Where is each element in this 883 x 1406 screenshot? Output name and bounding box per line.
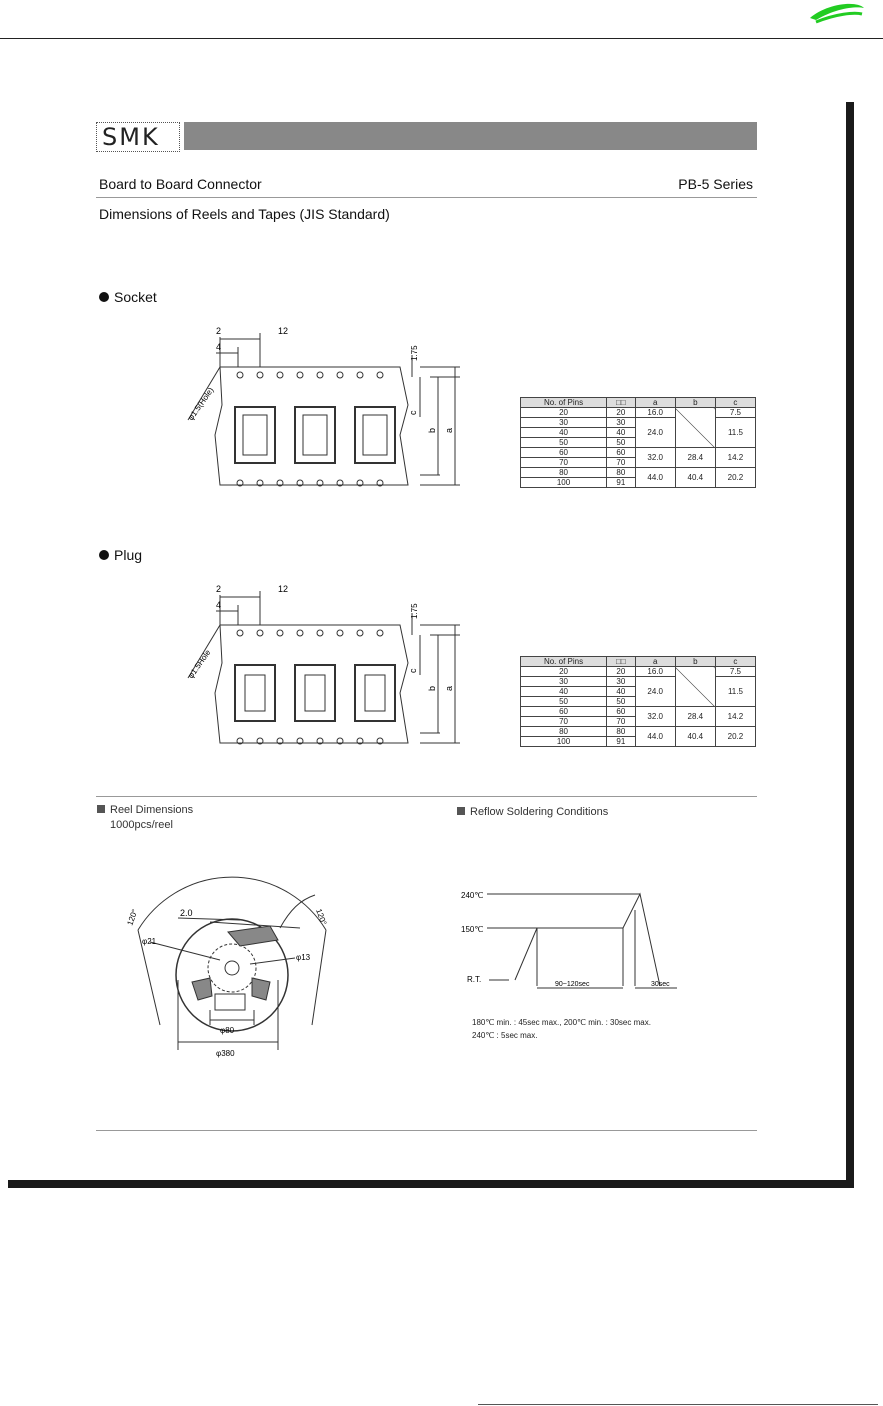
reel-section-title: Reel Dimensions — [97, 804, 193, 816]
table-row: 100 91 — [521, 478, 756, 488]
dim-hole: φ1.5(Hole) — [186, 385, 216, 423]
square-bullet-icon — [97, 805, 105, 813]
dim-12: 12 — [278, 326, 289, 336]
dim-hole: φ1.5Hole — [186, 648, 213, 681]
doc-title: Board to Board Connector — [99, 176, 262, 192]
table-row: 30 30 24.0 11.5 — [521, 677, 756, 687]
socket-dimension-table — [520, 397, 756, 488]
col-header: b — [675, 398, 715, 408]
col-header: a — [635, 398, 675, 408]
table-row: 80 80 44.0 40.4 20.2 — [521, 468, 756, 478]
smk-logo: SMK — [96, 122, 180, 152]
reel-qty: 1000pcs/reel — [110, 819, 173, 831]
header-bar — [184, 122, 757, 150]
top-rule — [0, 38, 883, 39]
footer-rule — [96, 1130, 757, 1131]
reflow-section-title: Reflow Soldering Conditions — [457, 806, 608, 818]
dim-phi380: φ380 — [216, 1049, 235, 1058]
title-rule — [96, 197, 757, 198]
dim-4: 4 — [216, 342, 222, 352]
table-row: 60 60 32.0 28.4 14.2 — [521, 707, 756, 717]
preheat-duration: 90~120sec — [555, 981, 590, 988]
dim-2-0: 2.0 — [180, 908, 193, 918]
page-bottom-rule — [478, 1404, 878, 1405]
col-header: No. of Pins — [521, 398, 607, 408]
diagonal-cell — [675, 667, 715, 707]
socket-section-label: Socket — [99, 289, 157, 305]
table-row: 60 60 32.0 28.4 14.2 — [521, 448, 756, 458]
dim-phi21: φ21 — [142, 937, 157, 946]
angle-120-left: 120° — [125, 908, 140, 927]
table-row: 100 91 — [521, 737, 756, 747]
dim-phi13: φ13 — [296, 953, 311, 962]
diagonal-cell — [675, 408, 715, 448]
dim-phi80: φ80 — [220, 1026, 235, 1035]
col-header: □□ — [607, 398, 636, 408]
scan-edge-bottom — [8, 1180, 854, 1188]
col-header: c — [715, 398, 755, 408]
section-rule — [96, 796, 757, 797]
bullet-icon — [99, 292, 109, 302]
table-row: 30 30 24.0 11.5 — [521, 418, 756, 428]
table-row: 40 40 — [521, 687, 756, 697]
reel-drawing — [120, 860, 350, 1060]
plug-section-label: Plug — [99, 547, 142, 563]
table-row: 70 70 — [521, 458, 756, 468]
plug-tape-drawing — [180, 583, 470, 758]
dim-1-75: 1.75 — [410, 345, 419, 361]
square-bullet-icon — [457, 807, 465, 815]
temp-room: R.T. — [467, 975, 482, 984]
reflow-note-1: 180℃ min. : 45sec max., 200℃ min. : 30sec max. — [472, 1018, 651, 1027]
col-header: a — [635, 657, 675, 667]
angle-120-right: 120° — [314, 907, 329, 927]
dim-b: b — [427, 685, 437, 691]
brand-swoosh-icon — [806, 2, 868, 24]
reflow-note-2: 240℃ : 5sec max. — [472, 1031, 538, 1040]
plug-dimension-table — [520, 656, 756, 747]
reflow-profile-graph — [455, 880, 695, 995]
dim-12: 12 — [278, 584, 289, 594]
dim-a: a — [444, 685, 454, 691]
dim-c: c — [408, 410, 418, 415]
table-row: 20 20 16.0 7.5 — [521, 408, 756, 418]
dim-2: 2 — [216, 326, 222, 336]
table-row: 20 20 16.0 7.5 — [521, 667, 756, 677]
peak-duration: 30sec — [651, 981, 670, 988]
table-row: 40 40 — [521, 428, 756, 438]
table-row: 50 50 — [521, 697, 756, 707]
temp-150: 150℃ — [461, 925, 484, 934]
series-name: PB-5 Series — [678, 176, 753, 192]
socket-tape-drawing — [180, 325, 470, 500]
dim-2: 2 — [216, 584, 222, 594]
temp-240: 240℃ — [461, 891, 484, 900]
dim-a: a — [444, 427, 454, 433]
col-header: b — [675, 657, 715, 667]
dim-1-75: 1.75 — [410, 603, 419, 619]
table-row: 70 70 — [521, 717, 756, 727]
scan-edge-right — [846, 102, 854, 1186]
bullet-icon — [99, 550, 109, 560]
col-header: □□ — [607, 657, 636, 667]
col-header: c — [715, 657, 755, 667]
table-row: 80 80 44.0 40.4 20.2 — [521, 727, 756, 737]
dim-c: c — [408, 668, 418, 673]
dim-b: b — [427, 427, 437, 433]
table-row: 50 50 — [521, 438, 756, 448]
col-header: No. of Pins — [521, 657, 607, 667]
dim-4: 4 — [216, 600, 222, 610]
doc-subtitle: Dimensions of Reels and Tapes (JIS Standard) — [99, 206, 390, 222]
